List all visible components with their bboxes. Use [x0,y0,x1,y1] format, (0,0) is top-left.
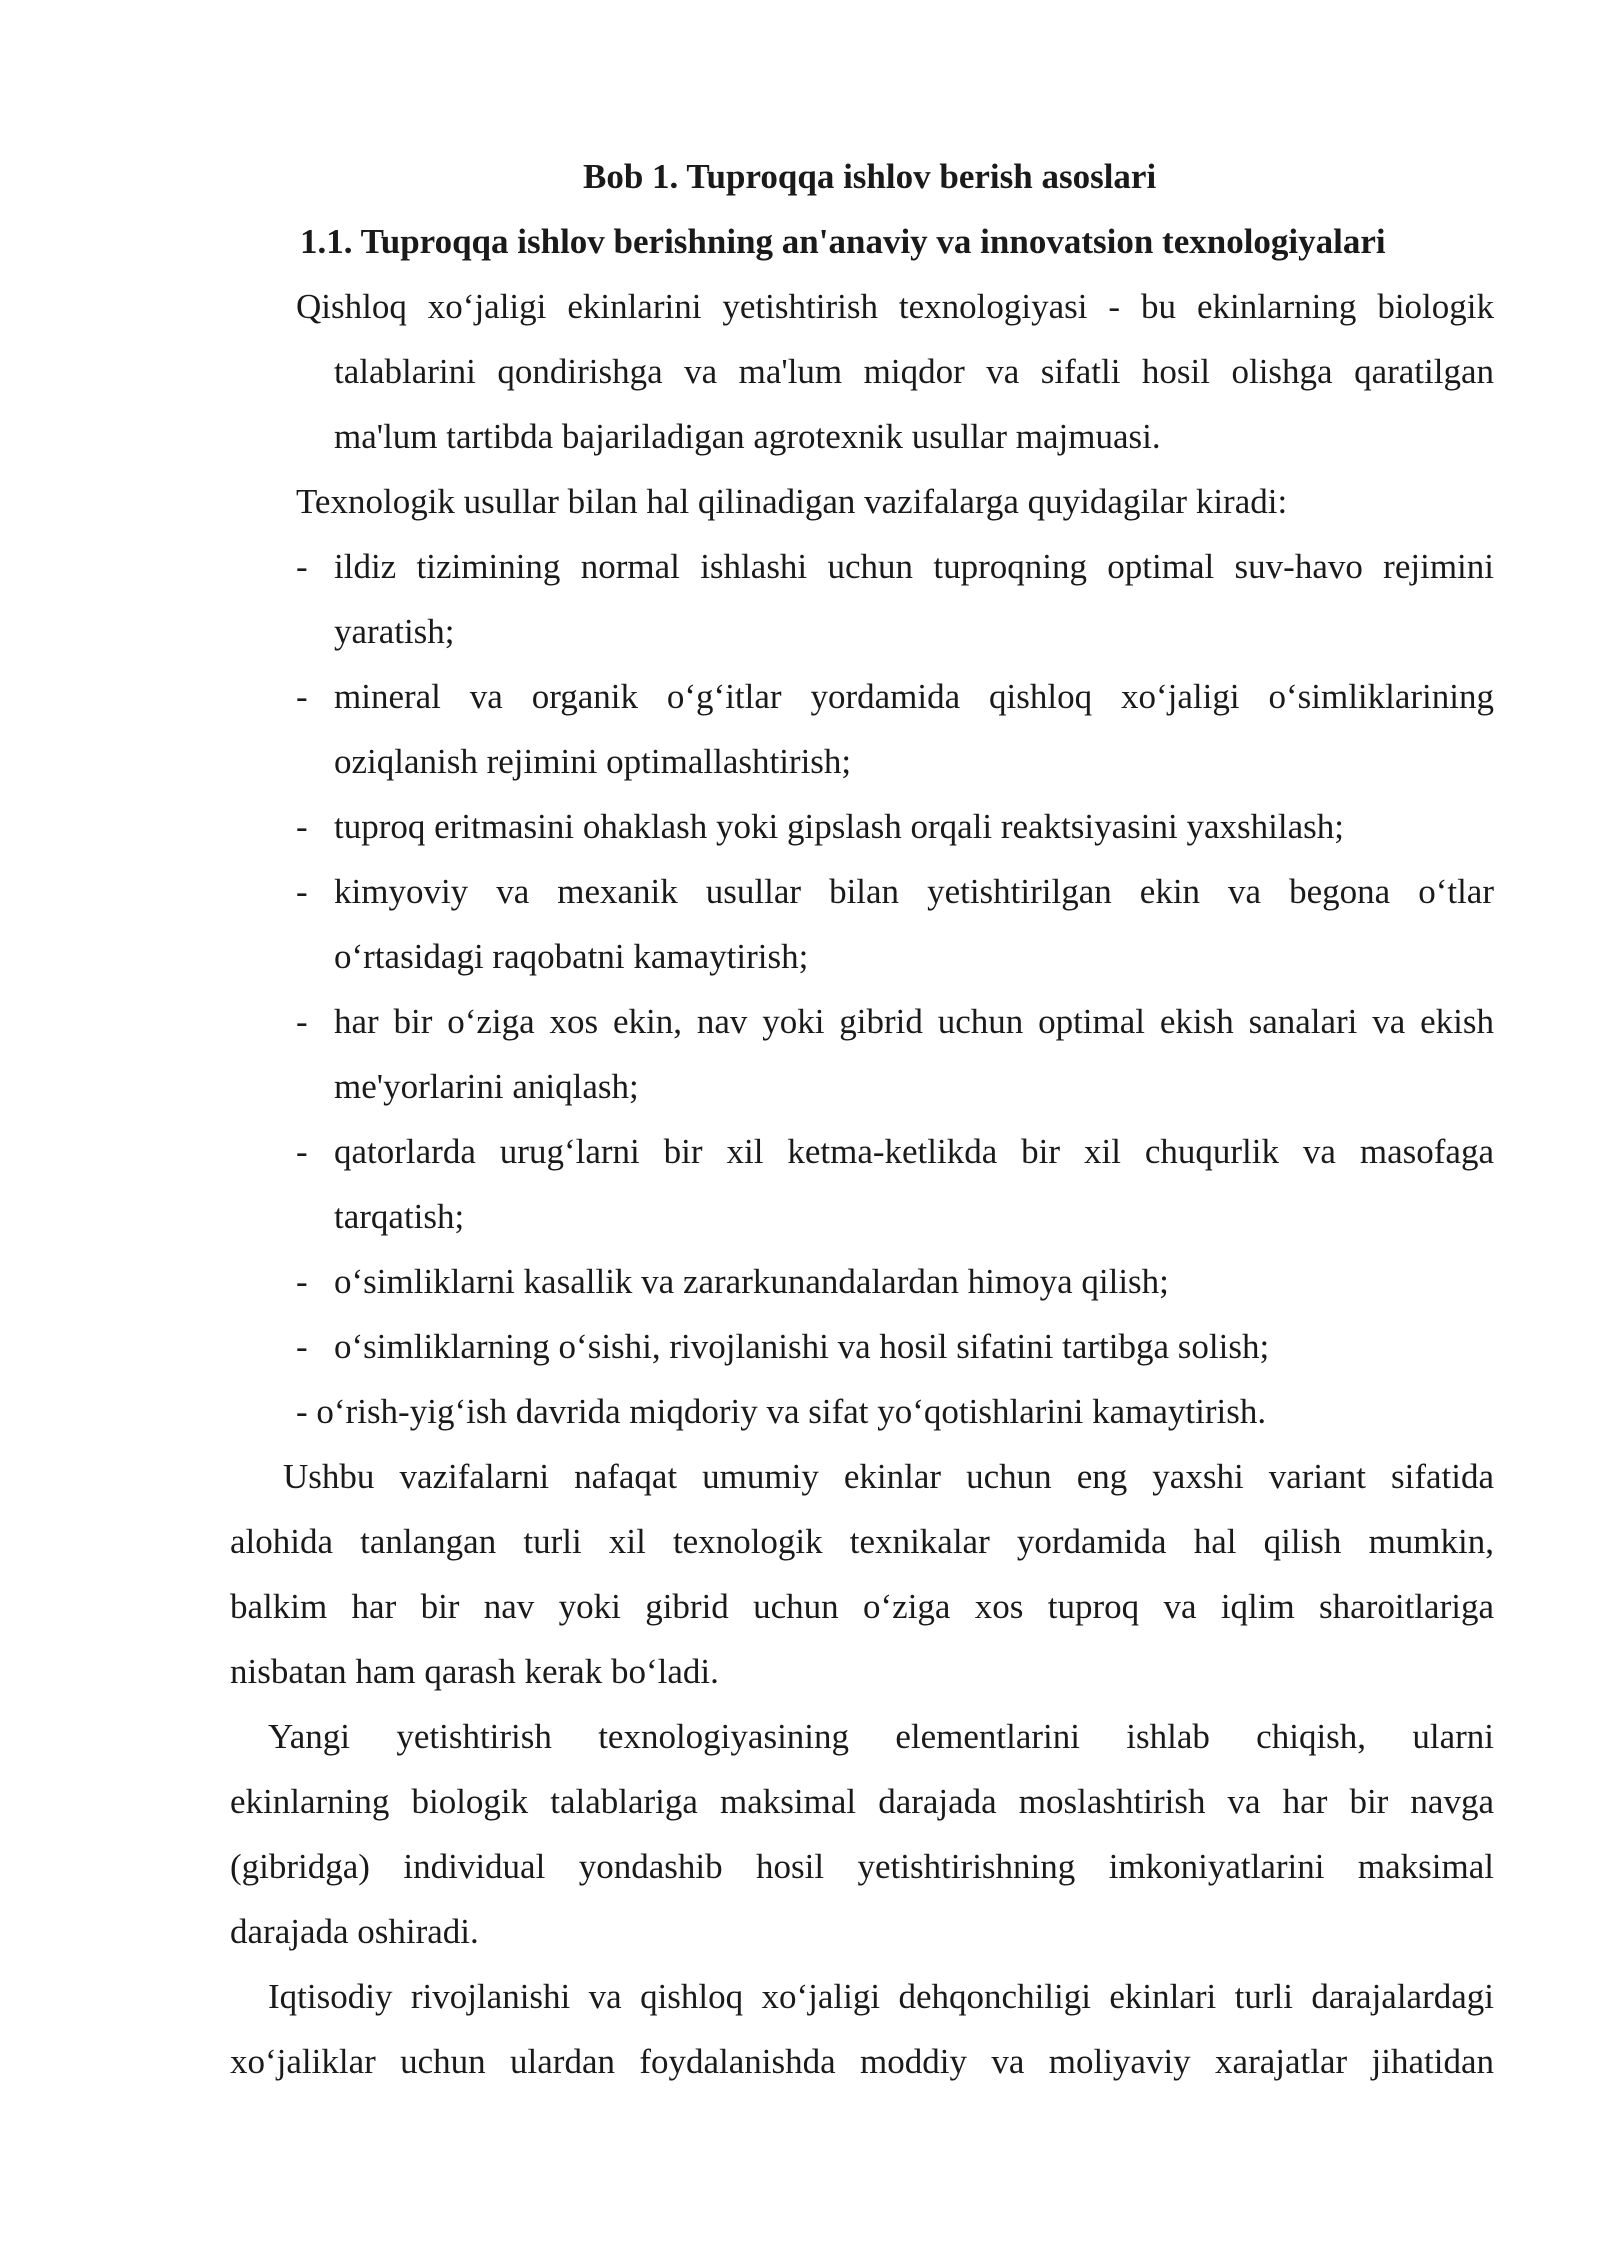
paragraph-1-line-1: Ushbu vazifalarni nafaqat umumiy ekinlar uchun eng yaxshi variant sifatida [283,1457,1494,1496]
list-item-5-line-1: har bir o‘ziga xos ekin, nav yoki gibrid uchun optimal ekish sanalari va ekish [334,1002,1494,1041]
list-bullet: - [296,547,308,586]
list-item-2-line-1: mineral va organik o‘g‘itlar yordamida qishloq xo‘jaligi o‘simliklarining [334,677,1494,716]
list-item-3-line-1: tuproq eritmasini ohaklash yoki gipslash orqali reaktsiyasini yaxshilash; [334,807,1344,846]
paragraph-3-line-2: xo‘jaliklar uchun ulardan foydalanishda moddiy va moliyaviy xarajatlar jihatidan [230,2042,1494,2081]
intro-line-1: Qishloq xo‘jaligi ekinlarini yetishtirish texnologiyasi - bu ekinlarning biologik [296,287,1494,326]
list-bullet: - [296,872,308,911]
list-item-6-line-1: qatorlarda urug‘larni bir xil ketma-ketlikda bir xil chuqurlik va masofaga [334,1132,1494,1171]
intro-line-2: talablarini qondirishga va ma'lum miqdor va sifatli hosil olishga qaratilgan [334,352,1494,391]
chapter-title: Bob 1. Tuproqqa ishlov berish asoslari [583,157,1157,196]
list-item-4-line-1: kimyoviy va mexanik usullar bilan yetishtirilgan ekin va begona o‘tlar [334,872,1494,911]
list-bullet: - [296,1132,308,1171]
list-item-7-line-1: o‘simliklarni kasallik va zararkunandalardan himoya qilish; [334,1262,1169,1301]
section-title: 1.1. Tuproqqa ishlov berishning an'anaviy va innovatsion texnologiyalari [300,222,1386,261]
list-bullet: - [296,1262,308,1301]
paragraph-2-line-2: ekinlarning biologik talablariga maksimal darajada moslashtirish va har bir navga [230,1782,1494,1821]
list-item-5-line-2: me'yorlarini aniqlash; [334,1067,639,1106]
list-item-2-line-2: oziqlanish rejimini optimallashtirish; [334,742,852,781]
paragraph-2-line-3: (gibridga) individual yondashib hosil yetishtirishning imkoniyatlarini maksimal [230,1847,1494,1886]
list-item-8-line-1: o‘simliklarning o‘sishi, rivojlanishi va hosil sifatini tartibga solish; [334,1327,1270,1366]
paragraph-2-line-1: Yangi yetishtirish texnologiyasining elementlarini ishlab chiqish, ularni [268,1717,1494,1756]
paragraph-1-line-2: alohida tanlangan turli xil texnologik texnikalar yordamida hal qilish mumkin, [230,1522,1494,1561]
intro-line-3: ma'lum tartibda bajariladigan agrotexnik usullar majmuasi. [334,417,1161,456]
paragraph-3-line-1: Iqtisodiy rivojlanishi va qishloq xo‘jaligi dehqonchiligi ekinlari turli darajalardagi [268,1977,1494,2016]
list-item-last: - o‘rish-yig‘ish davrida miqdoriy va sifat yo‘qotishlarini kamaytirish. [296,1392,1267,1431]
list-item-1-line-1: ildiz tizimining normal ishlashi uchun tuproqning optimal suv-havo rejimini [334,547,1494,586]
list-lead: Texnologik usullar bilan hal qilinadigan vazifalarga quyidagilar kiradi: [296,482,1288,521]
list-bullet: - [296,677,308,716]
list-bullet: - [296,1002,308,1041]
paragraph-1-line-3: balkim har bir nav yoki gibrid uchun o‘ziga xos tuproq va iqlim sharoitlariga [230,1587,1494,1626]
list-bullet: - [296,1327,308,1366]
paragraph-1-line-4: nisbatan ham qarash kerak bo‘ladi. [230,1652,719,1691]
paragraph-2-line-4: darajada oshiradi. [230,1912,479,1951]
list-bullet: - [296,807,308,846]
list-item-1-line-2: yaratish; [334,612,455,651]
list-item-4-line-2: o‘rtasidagi raqobatni kamaytirish; [334,937,809,976]
list-item-6-line-2: tarqatish; [334,1197,465,1236]
